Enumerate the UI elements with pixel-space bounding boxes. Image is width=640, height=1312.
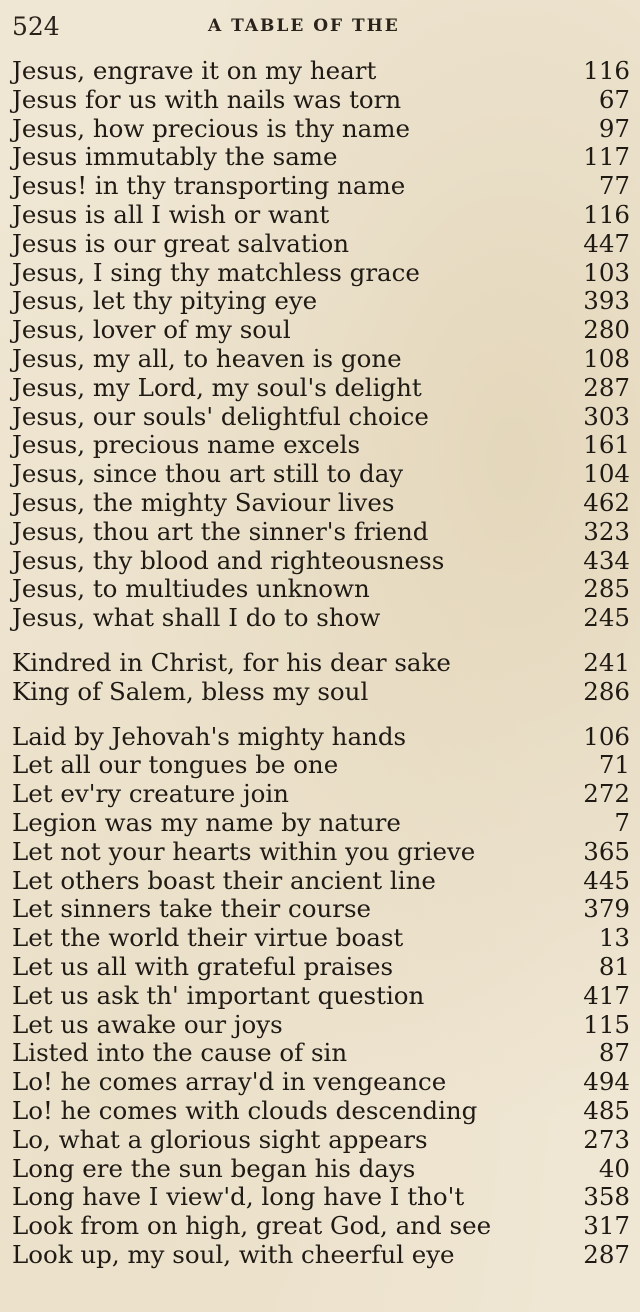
hymn-first-line: Lo! he comes array'd in vengeance: [12, 1067, 447, 1097]
index-entry: [12, 648, 630, 677]
hymn-first-line: Let the world their virtue boast: [12, 923, 404, 953]
index-entry: [12, 1240, 630, 1269]
hymn-first-line: Jesus, our souls' delightful choice: [12, 401, 429, 431]
hymn-number: 379: [583, 894, 630, 924]
hymn-number: 303: [583, 401, 630, 431]
index-entry: [12, 517, 630, 546]
hymn-number: 245: [583, 603, 630, 633]
hymn-first-line: Jesus, the mighty Saviour lives: [12, 488, 395, 517]
hymn-number: 393: [583, 286, 630, 316]
index-entry: [12, 1038, 630, 1067]
hymn-number: 485: [583, 1096, 630, 1125]
hymn-first-line: Let sinners take their course: [12, 894, 372, 924]
hymn-first-line: Jesus, precious name excels: [12, 430, 361, 460]
index-entry: [12, 952, 630, 981]
hymn-number: 494: [583, 1067, 630, 1097]
hymn-first-line: Jesus, since thou art still to day: [12, 459, 404, 489]
hymn-first-line: Look up, my soul, with cheerful eye: [12, 1240, 455, 1269]
hymn-first-line: Kindred in Christ, for his dear sake: [12, 648, 451, 677]
hymn-number: 365: [583, 836, 630, 866]
hymn-number: 447: [583, 228, 630, 258]
hymn-first-line: Jesus! in thy transporting name: [12, 171, 406, 201]
hymn-first-line: Jesus, what shall I do to show: [12, 603, 381, 633]
index-entry: [12, 402, 630, 431]
hymn-first-line: Let us all with grateful praises: [12, 952, 394, 981]
hymn-number: 286: [583, 676, 630, 706]
hymn-number: 13: [598, 923, 630, 953]
index-entry: [12, 344, 630, 373]
hymn-first-line: Jesus is our great salvation: [12, 228, 350, 258]
hymn-number: 115: [583, 1009, 630, 1039]
hymn-number: 40: [598, 1153, 630, 1183]
index-entry: [12, 171, 630, 200]
hymn-first-line: Lo, what a glorious sight appears: [12, 1124, 428, 1154]
hymn-number: 106: [583, 721, 630, 751]
hymn-number: 273: [583, 1124, 630, 1154]
hymn-number: 241: [583, 648, 630, 677]
hymn-first-line: Jesus, lover of my soul: [12, 315, 291, 345]
hymn-number: 287: [583, 1240, 630, 1269]
hymn-first-line: Jesus, my Lord, my soul's delight: [12, 372, 422, 402]
index-entry: [12, 1211, 630, 1240]
index-entry: [12, 56, 630, 85]
hymn-first-line: Let us ask th' important question: [12, 980, 425, 1010]
hymn-first-line: Jesus immutably the same: [12, 142, 338, 172]
hymn-number: 116: [583, 56, 630, 85]
index-entry: [12, 981, 630, 1010]
running-head: A TABLE OF THE: [208, 16, 400, 36]
hymn-number: 117: [583, 142, 630, 172]
hymn-number: 434: [583, 545, 630, 575]
index-entry: [12, 430, 630, 459]
hymn-first-line: King of Salem, bless my soul: [12, 676, 369, 706]
hymn-first-line: Let ev'ry creature join: [12, 779, 289, 809]
index-entry: [12, 866, 630, 895]
index-entry: [12, 1067, 630, 1096]
index-entry: [12, 142, 630, 171]
index-entry: [12, 546, 630, 575]
index-entry: [12, 1182, 630, 1211]
hymn-first-line: Lo! he comes with clouds descending: [12, 1096, 478, 1125]
index-entry: [12, 603, 630, 632]
index-entry: [12, 85, 630, 114]
page-header: [0, 12, 640, 44]
index-entry: [12, 808, 630, 837]
hymn-number: 116: [583, 200, 630, 229]
index-entry: [12, 258, 630, 287]
index-entry: [12, 1096, 630, 1125]
hymn-number: 71: [598, 750, 630, 780]
hymn-number: 417: [583, 980, 630, 1010]
index-entry: [12, 315, 630, 344]
hymn-first-line: Let us awake our joys: [12, 1009, 283, 1039]
hymn-first-line: Jesus, my all, to heaven is gone: [12, 344, 402, 373]
index-entry: [12, 837, 630, 866]
hymn-first-line: Jesus, I sing thy matchless grace: [12, 257, 420, 287]
index-entry: [12, 229, 630, 258]
hymn-first-line: Jesus, thou art the sinner's friend: [12, 516, 429, 546]
hymn-number: 161: [583, 430, 630, 460]
hymn-number: 87: [598, 1038, 630, 1068]
hymn-first-line: Jesus is all I wish or want: [12, 200, 330, 229]
hymn-number: 323: [583, 516, 630, 546]
index-entry: [12, 1125, 630, 1154]
hymn-first-line: Let not your hearts within you grieve: [12, 836, 476, 866]
hymn-number: 81: [598, 952, 630, 981]
hymn-number: 103: [583, 257, 630, 287]
hymn-first-line: Jesus for us with nails was torn: [12, 84, 402, 114]
index-entry: [12, 286, 630, 315]
hymn-number: 104: [583, 459, 630, 489]
index-entry: [12, 1010, 630, 1039]
hymn-number: 67: [598, 84, 630, 114]
index-entry: [12, 923, 630, 952]
hymn-number: 108: [583, 344, 630, 373]
index-entry: [12, 200, 630, 229]
hymn-number: 280: [583, 315, 630, 345]
hymn-number: 317: [583, 1211, 630, 1241]
hymn-number: 7: [614, 808, 630, 837]
index-entry: [12, 488, 630, 517]
hymn-first-line: Let others boast their ancient line: [12, 865, 436, 895]
index-entry: [12, 750, 630, 779]
hymn-first-line: Let all our tongues be one: [12, 750, 339, 780]
hymn-first-line: Long have I view'd, long have I tho't: [12, 1182, 465, 1212]
hymn-first-line: Laid by Jehovah's mighty hands: [12, 721, 407, 751]
index-entry: [12, 459, 630, 488]
hymn-first-line: Listed into the cause of sin: [12, 1038, 348, 1068]
hymn-number: 97: [598, 113, 630, 143]
page-number: 524: [12, 12, 60, 41]
hymn-first-line: Look from on high, great God, and see: [12, 1211, 492, 1241]
hymn-number: 272: [583, 779, 630, 809]
index-entry: [12, 894, 630, 923]
hymn-first-line: Jesus, to multiudes unknown: [12, 574, 370, 604]
index-entry: [12, 373, 630, 402]
hymn-number: 445: [583, 865, 630, 895]
hymn-first-line: Jesus, thy blood and righteousness: [12, 545, 445, 575]
index-entry: [12, 722, 630, 751]
hymn-number: 287: [583, 372, 630, 402]
hymn-number: 462: [583, 488, 630, 517]
index-entry: [12, 574, 630, 603]
hymn-number: 285: [583, 574, 630, 604]
index-entry: [12, 114, 630, 143]
index-entry: [12, 1154, 630, 1183]
index-entry: [12, 779, 630, 808]
hymn-number: 77: [598, 171, 630, 201]
hymn-first-line: Jesus, engrave it on my heart: [12, 56, 377, 85]
hymn-first-line: Jesus, how precious is thy name: [12, 113, 411, 143]
hymn-first-line: Long ere the sun began his days: [12, 1153, 416, 1183]
hymn-first-line: Legion was my name by nature: [12, 808, 401, 837]
hymn-first-line: Jesus, let thy pitying eye: [12, 286, 318, 316]
index-entry: [12, 677, 630, 706]
hymn-number: 358: [583, 1182, 630, 1212]
